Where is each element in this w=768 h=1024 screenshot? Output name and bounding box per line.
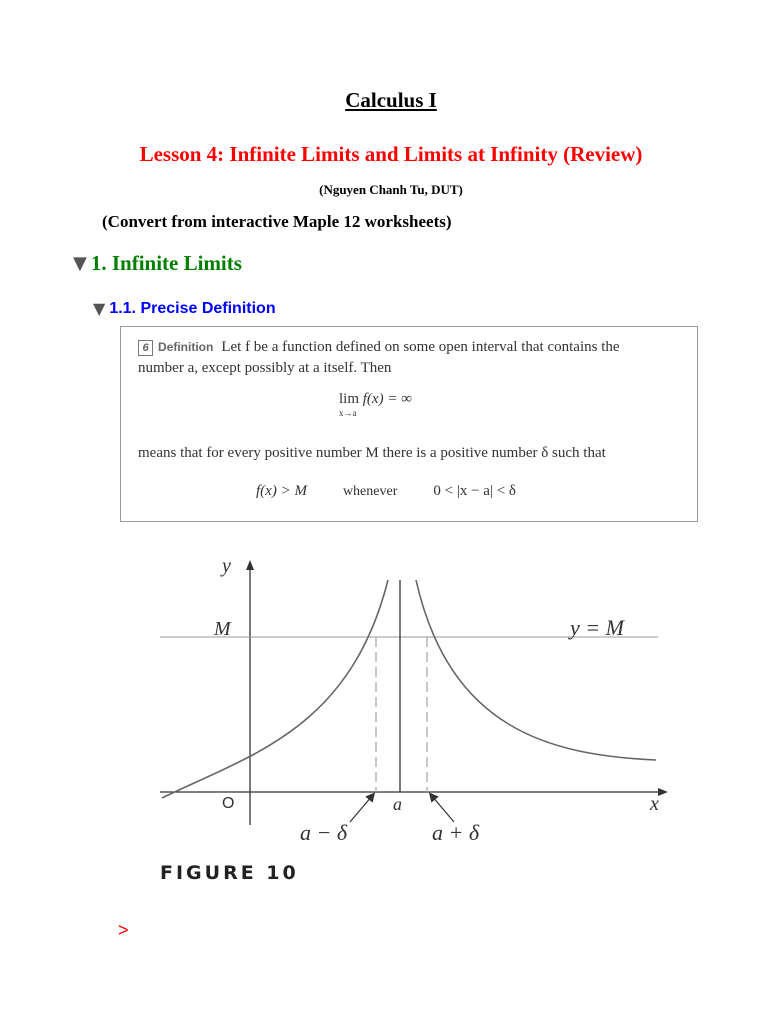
limit-word: lim — [339, 391, 360, 407]
condition-right: 0 < |x − a| < δ — [433, 483, 516, 499]
x-axis-label: x — [650, 793, 659, 815]
a-minus-delta-label: a − δ — [300, 820, 348, 845]
definition-line-1 — [138, 339, 620, 356]
condition-left: f(x) > M — [256, 483, 307, 499]
limit-body: f(x) = ∞ — [362, 391, 412, 407]
curve-left-branch — [162, 580, 388, 798]
figure-infinite-limit-graph — [150, 550, 680, 850]
a-plus-delta-label: a + δ — [432, 820, 480, 845]
pointer-a-minus-delta — [350, 796, 372, 822]
definition-condition — [256, 483, 516, 500]
figure-caption: FIGURE 10 — [160, 862, 299, 884]
maple-prompt[interactable]: > — [118, 920, 129, 940]
lesson-title: Lesson 4: Infinite Limits and Limits at Infinity (Review) — [139, 142, 643, 166]
a-label: a — [393, 794, 402, 814]
definition-box — [120, 326, 698, 522]
y-equals-m-label: y = M — [570, 615, 624, 640]
limit-expression — [339, 391, 412, 418]
m-label: M — [214, 618, 231, 640]
x-axis-arrow-icon — [658, 788, 668, 796]
definition-text-1: Let f be a function defined on some open interval that contains the — [221, 339, 620, 355]
definition-line-3: means that for every positive number M there is a positive number δ such that — [138, 445, 606, 461]
subsection-title: 1.1. Precise Definition — [109, 299, 276, 317]
definition-label: 6 Definition — [138, 340, 213, 356]
y-axis-label: y — [222, 555, 231, 577]
course-title: Calculus I — [345, 88, 437, 112]
section-infinite-limits[interactable] — [73, 251, 242, 276]
section-title: 1. Infinite Limits — [90, 251, 242, 275]
curve-right-branch — [416, 580, 656, 760]
convert-note: (Convert from interactive Maple 12 worksheets) — [102, 212, 452, 231]
y-axis-arrow-icon — [246, 560, 254, 570]
author-line: (Nguyen Chanh Tu, DUT) — [319, 182, 463, 197]
condition-word: whenever — [342, 484, 398, 499]
definition-number: 6 — [138, 340, 153, 356]
subsection-precise-definition[interactable] — [93, 299, 276, 318]
limit-subscript: x→a — [339, 408, 357, 418]
collapse-triangle-icon[interactable]: ▼ — [93, 299, 106, 318]
definition-line-2: number a, except possibly at a itself. Then — [138, 360, 392, 376]
pointer-a-plus-delta — [432, 796, 454, 822]
origin-label: O — [222, 795, 235, 812]
collapse-triangle-icon[interactable]: ▼ — [73, 253, 87, 274]
